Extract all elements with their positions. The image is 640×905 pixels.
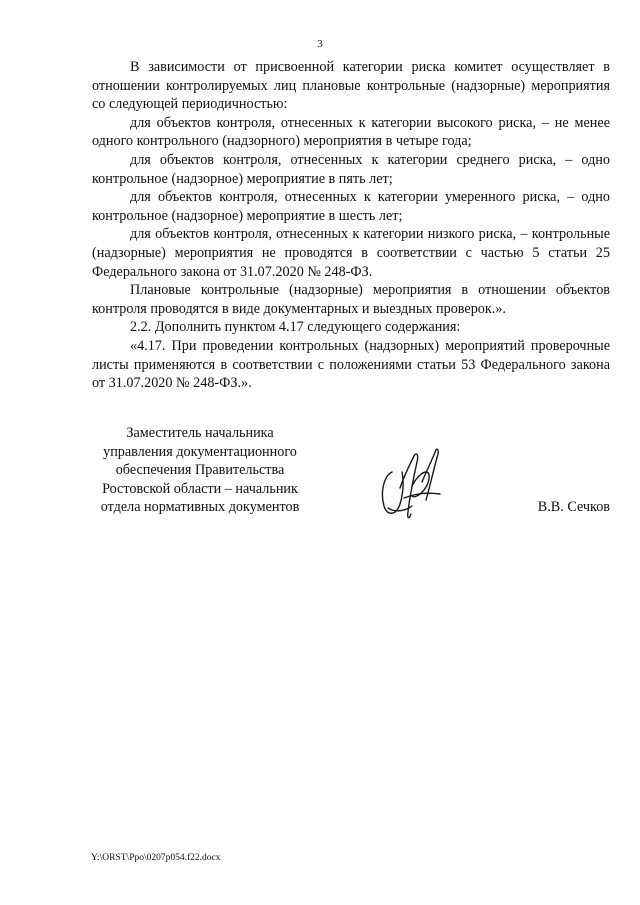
paragraph-medium-risk: для объектов контроля, отнесенных к категории среднего риска, – одно контрольное (надзорное) мероприятие в пять лет; [92, 151, 610, 187]
document-body [92, 58, 610, 393]
paragraph-clause-4-17: «4.17. При проведении контрольных (надзорных) мероприятий проверочные листы применяются в соответствии с положениями статьи 53 Федерального закона от 31.07.2020 № 248-ФЗ.». [92, 337, 610, 392]
paragraph-risk-intro: В зависимости от присвоенной категории риска комитет осуществляет в отношении контролируемых лиц плановые контрольные (надзорные) мероприятия со следующей периодичностью: [92, 59, 610, 113]
signer-title-line: Ростовской области – начальник [102, 480, 298, 497]
paragraph-moderate-risk: для объектов контроля, отнесенных к категории умеренного риска, – одно контрольное (надзорное) мероприятие в шесть лет; [92, 189, 610, 224]
signer-title-line: отдела нормативных документов [100, 499, 300, 516]
signer-title-line: управления документационного [103, 443, 297, 460]
file-path-footer: Y:\ORST\Ppo\0207p054.f22.docx [91, 853, 221, 863]
signer-title-line: обеспечения Правительства [115, 462, 285, 479]
paragraph-high-risk: для объектов контроля, отнесенных к категории высокого риска, – не менее одного контрольного (надзорного) мероприятия в четыре года; [92, 114, 610, 150]
paragraph-amendment-2-2: 2.2. Дополнить пунктом 4.17 следующего содержания: [130, 319, 461, 336]
signature-block [92, 424, 610, 534]
handwritten-signature [374, 442, 448, 524]
paragraph-low-risk: для объектов контроля, отнесенных к категории низкого риска, – контрольные (надзорные) мероприятия не проводятся в соответствии с частью 5 статьи 25 Федерального закона от 31.07.2020 № 248-ФЗ. [92, 226, 610, 280]
signer-title-line: Заместитель начальника [126, 425, 274, 441]
paragraph-inspections-form: Плановые контрольные (надзорные) мероприятия в отношении объектов контроля проводятся в виде документарных и выездных проверок.». [92, 282, 610, 317]
signer-title [92, 424, 308, 517]
signer-name: В.В. Сечков [537, 499, 610, 515]
page-number: 3 [317, 38, 323, 50]
